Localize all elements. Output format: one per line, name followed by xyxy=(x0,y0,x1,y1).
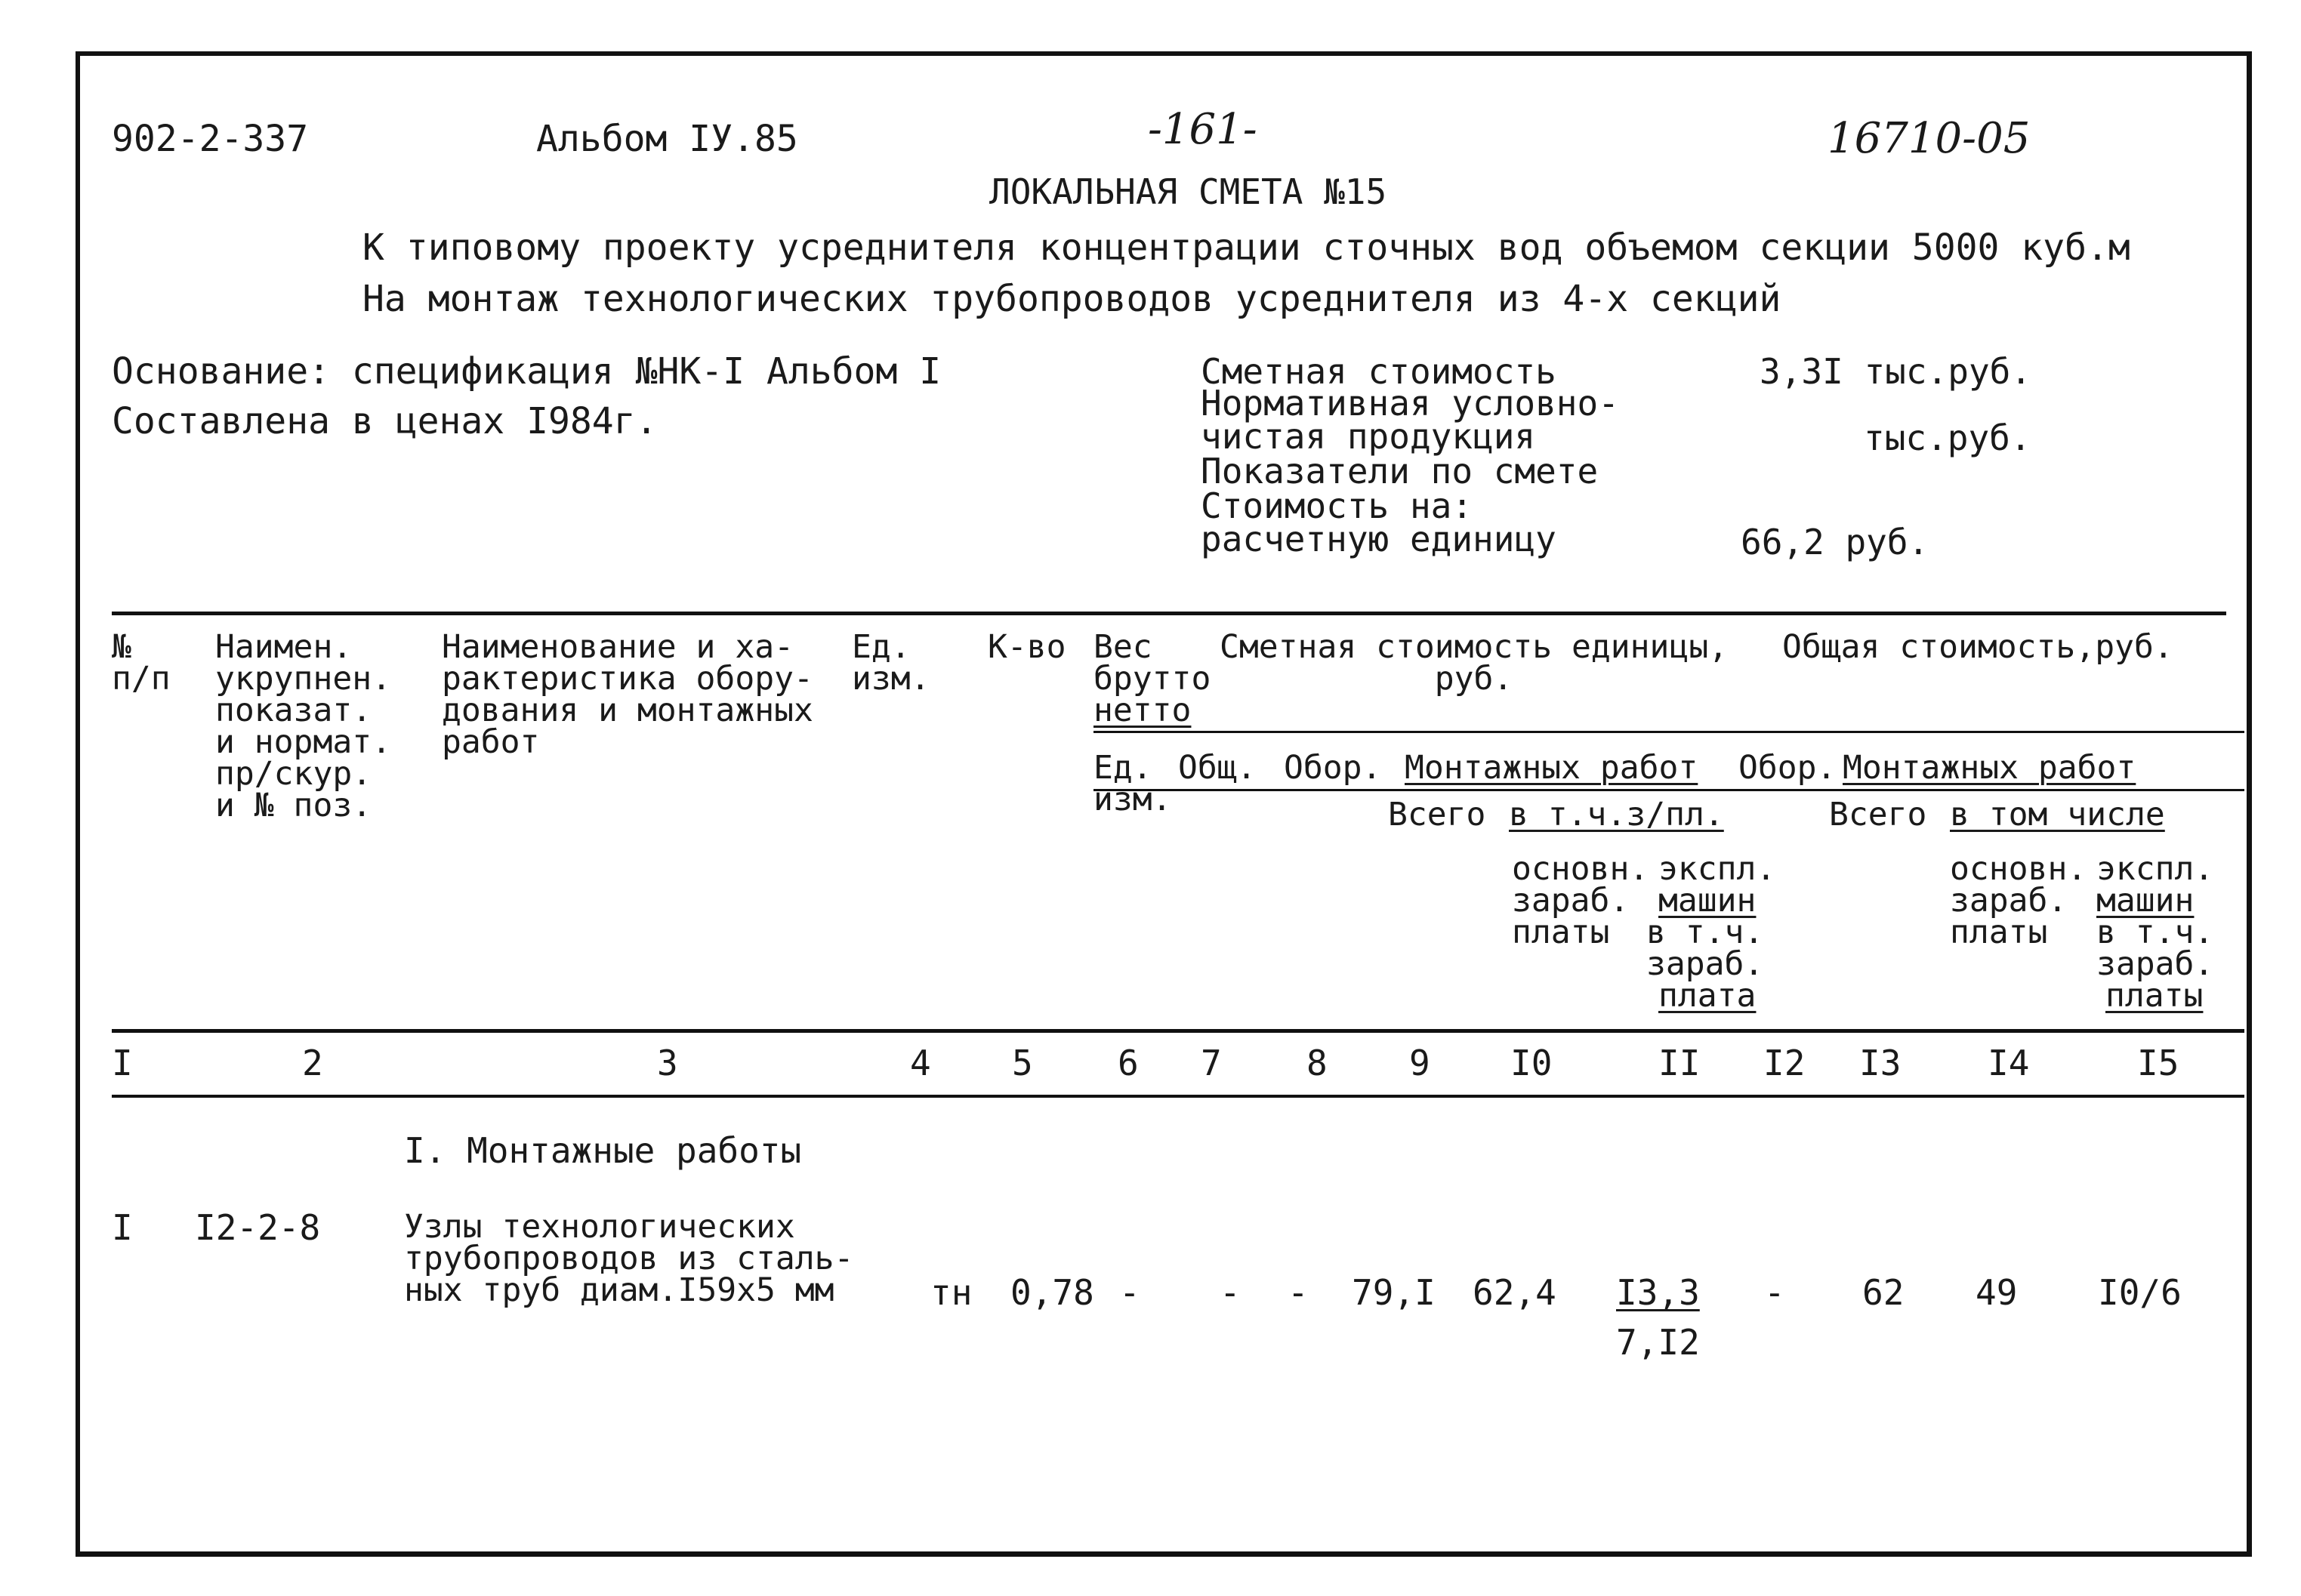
row-mounting-machines-wage: 7,I2 xyxy=(1616,1322,1700,1363)
document-number: 16710-05 xyxy=(1828,114,2031,163)
header-unit-machines: машин xyxy=(1658,882,1757,920)
header-equipment-unit: Обор. xyxy=(1284,749,1382,787)
normative-product-value: тыс.руб. xyxy=(1864,417,2031,458)
header-total-machines-wage: в т.ч. зараб. xyxy=(2096,914,2214,983)
row-quantity: 0,78 xyxy=(1010,1272,1094,1313)
row-mounting-basic-wage: 62,4 xyxy=(1473,1272,1556,1313)
header-mounting-total: Монтажных работ xyxy=(1843,749,2136,787)
header-weight-unit: Ед. изм. xyxy=(1093,749,1172,818)
header-unit-machines-top: экспл. xyxy=(1658,850,1776,888)
column-number: I5 xyxy=(2137,1043,2179,1083)
row-mounting-total: 79,I xyxy=(1352,1272,1436,1313)
header-unit-all: Всего xyxy=(1388,796,1486,833)
normative-product-label: Нормативная условно- чистая продукция xyxy=(1201,383,1619,457)
row-total-basic-wage: 49 xyxy=(1976,1272,2018,1313)
column-number: 7 xyxy=(1201,1043,1222,1083)
row-total-machines: I0/6 xyxy=(2098,1272,2182,1313)
row-equipment-unit: - xyxy=(1288,1272,1309,1313)
row-weight-unit: - xyxy=(1119,1272,1140,1313)
document-subtitle-1: К типовому проекту усреднителя концентрации сточных вод объемом секции 5000 куб.м xyxy=(362,226,2130,269)
header-unit-incl-wage: в т.ч.з/пл. xyxy=(1509,796,1724,833)
column-number: I0 xyxy=(1510,1043,1553,1083)
header-quantity: К-во xyxy=(988,628,1066,666)
unit-cost-value: 66,2 руб. xyxy=(1741,522,1929,562)
header-mounting-unit: Монтажных работ xyxy=(1405,749,1698,787)
section-title: I. Монтажные работы xyxy=(404,1130,802,1171)
column-number: II xyxy=(1658,1043,1701,1083)
column-number: I xyxy=(112,1043,133,1083)
header-work-name: Наименование и ха- рактеристика обору- дования и монтажных работ xyxy=(442,628,813,761)
header-total-basic-wage: основн. зараб. платы xyxy=(1950,850,2087,951)
column-number: 4 xyxy=(910,1043,931,1083)
header-weight-net: нетто xyxy=(1093,692,1192,729)
column-number: 8 xyxy=(1306,1043,1328,1083)
unit-cost-label: Стоимость на: расчетную единицу xyxy=(1201,485,1556,559)
header-unit: Ед. изм. xyxy=(852,628,930,698)
album-label: Альбом IУ.85 xyxy=(536,118,798,160)
header-total-all: Всего xyxy=(1829,796,1927,833)
basis-text: Основание: спецификация №НК-I Альбом I xyxy=(112,350,942,393)
header-row-number: № п/п xyxy=(112,628,171,698)
column-numbers-rule xyxy=(112,1095,2244,1098)
row-work-name: Узлы технологических трубопроводов из сталь- ных труб диам.I59х5 мм xyxy=(404,1208,854,1309)
column-number: 9 xyxy=(1409,1043,1430,1083)
header-unit-machines-wage: в т.ч. зараб. xyxy=(1646,914,1764,983)
header-equipment-total: Обор. xyxy=(1738,749,1837,787)
estimated-cost-value: 3,3I тыс.руб. xyxy=(1760,351,2032,392)
header-bottom-rule xyxy=(112,1029,2244,1033)
header-weight-total: Общ. xyxy=(1178,749,1257,787)
header-weight: Вес брутто xyxy=(1093,628,1211,698)
document-subtitle-2: На монтаж технологических трубопроводов усреднителя из 4-х секций xyxy=(362,278,1781,320)
row-mounting-machines: I3,3 xyxy=(1616,1272,1700,1313)
column-number: I4 xyxy=(1988,1043,2030,1083)
price-level-text: Составлена в ценах I984г. xyxy=(112,400,658,442)
header-total-machines-top: экспл. xyxy=(2096,850,2214,888)
column-number: 2 xyxy=(302,1043,323,1083)
row-total-mounting: 62 xyxy=(1862,1272,1905,1313)
table-top-rule xyxy=(112,612,2226,615)
column-number: I2 xyxy=(1763,1043,1806,1083)
document-title: ЛОКАЛЬНАЯ СМЕТА №15 xyxy=(989,171,1387,212)
header-norm-code: Наимен. укрупнен. показат. и нормат. пр/скур. и № поз. xyxy=(215,628,391,824)
row-total-equipment: - xyxy=(1764,1272,1785,1313)
header-total-incl: в том числе xyxy=(1950,796,2165,833)
row-norm-code: I2-2-8 xyxy=(195,1207,321,1248)
header-total-machines: машин xyxy=(2096,882,2195,920)
header-unit-basic-wage: основн. зараб. платы xyxy=(1512,850,1649,951)
header-total-machines-last: платы xyxy=(2105,977,2204,1015)
column-number: 3 xyxy=(657,1043,678,1083)
header-unit-machines-last: плата xyxy=(1658,977,1757,1015)
column-number: I3 xyxy=(1859,1043,1902,1083)
project-code: 902-2-337 xyxy=(112,118,309,160)
indicators-label: Показатели по смете xyxy=(1201,451,1599,491)
header-total-cost-group: Общая стоимость,руб. xyxy=(1782,628,2173,666)
header-unit-cost-group: Сметная стоимость единицы, руб. xyxy=(1220,628,1729,698)
header-rule-subgroups xyxy=(1093,789,2244,791)
estimated-cost-label: Сметная стоимость xyxy=(1201,351,1556,392)
column-number: 5 xyxy=(1012,1043,1033,1083)
row-weight-total: - xyxy=(1220,1272,1241,1313)
row-unit: тн xyxy=(930,1272,973,1313)
column-number: 6 xyxy=(1118,1043,1139,1083)
row-number: I xyxy=(112,1207,133,1248)
header-rule-weight xyxy=(1093,731,2244,733)
page-number: -161- xyxy=(1148,105,1257,154)
